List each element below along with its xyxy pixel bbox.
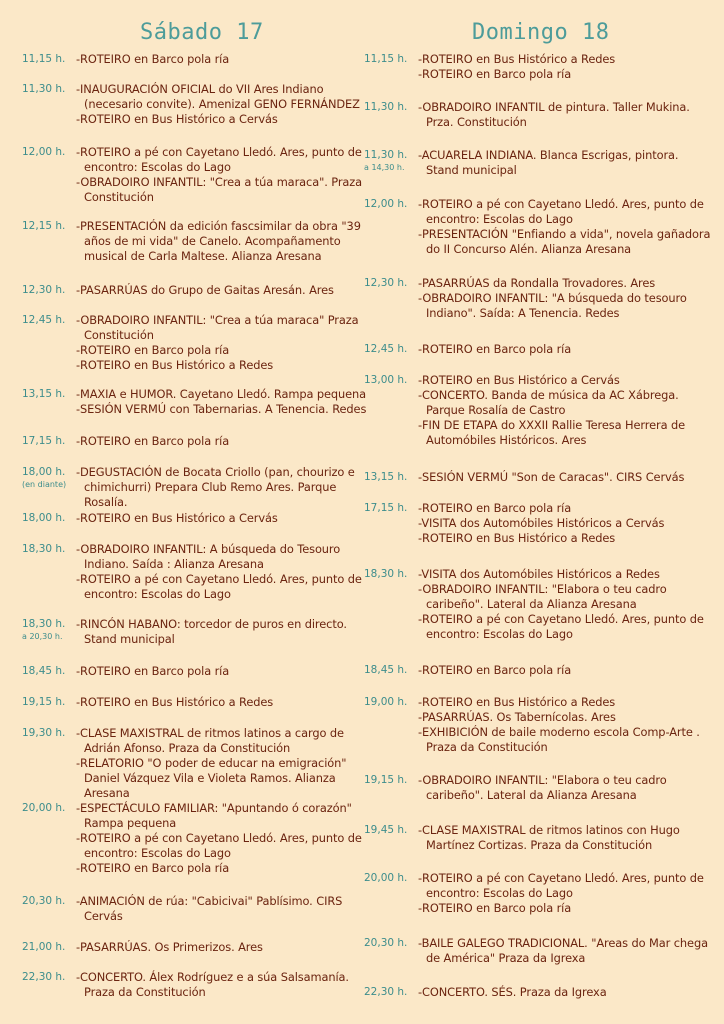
entry-time [364, 936, 416, 951]
activity-text: -FIN DE ETAPA do XXXII Rallie Teresa Herrera de Automóbiles Históricos. Ares [418, 418, 686, 447]
activity-text: -CONCERTO. Álex Rodríguez e a súa Salsamanía. Praza da Constitución [76, 970, 349, 999]
activity-text: -PRESENTACIÓN "Enfiando a vida", novela gañadora do II Concurso Alén. Alianza Aresana [418, 227, 711, 256]
activity-text: -ROTEIRO en Barco pola ría [418, 67, 572, 81]
activity-text: -ROTEIRO a pé con Cayetano Lledó. Ares, punto de encontro: Escolas do Lago [76, 145, 362, 174]
activity-text: -ROTEIRO en Barco pola ría [76, 664, 230, 678]
entry-activities [76, 894, 368, 924]
entry-activities [76, 145, 368, 205]
entry-time-start: 13,15 h. [364, 471, 408, 483]
entry-time [22, 82, 74, 97]
entry-time-note: a 20,30 h. [22, 632, 63, 641]
activity-text: -CONCERTO. SÉS. Praza da Igrexa [418, 985, 607, 999]
entry-time [22, 434, 74, 449]
entry-time-start: 19,00 h. [364, 696, 408, 708]
activity-text: -PASARRÚAS. Os Primerizos. Ares [76, 940, 263, 954]
entry-activities [418, 276, 712, 321]
activity-text: -ROTEIRO a pé con Cayetano Lledó. Ares, punto de encontro: Escolas do Lago [418, 612, 704, 641]
activity-text: -PASARRÚAS. Os Tabernícolas. Ares [418, 710, 616, 724]
activity-text: -CLASE MAXISTRAL de ritmos latinos a cargo de Adrián Afonso. Praza da Constitución [76, 726, 344, 755]
activity-text: -PASARRÚAS da Rondalla Trovadores. Ares [418, 276, 656, 290]
entry-activities [76, 695, 368, 710]
entry-activities [418, 567, 712, 642]
activity-text: -VISITA dos Automóbiles Históricos a Redes [418, 567, 660, 581]
entry-time [22, 695, 74, 710]
entry-time [22, 542, 74, 557]
entry-time-start: 22,30 h. [22, 971, 66, 983]
entry-activities [76, 283, 368, 298]
activity-text: -DEGUSTACIÓN de Bocata Criollo (pan, chourizo e chimichurri) Prepara Club Remo Ares. Parque Rosalía. [76, 465, 355, 509]
entry-time [22, 219, 74, 234]
entry-time-start: 11,30 h. [22, 83, 66, 95]
entry-time [364, 197, 416, 212]
entry-time-note: (en diante) [22, 480, 67, 489]
entry-time-start: 18,30 h. [22, 618, 66, 630]
entry-activities [76, 801, 368, 876]
entry-activities [76, 82, 368, 127]
entry-activities [418, 148, 712, 178]
entry-time-start: 12,00 h. [364, 198, 408, 210]
entry-time-start: 18,30 h. [22, 543, 66, 555]
entry-activities [418, 470, 712, 485]
entry-time [364, 871, 416, 886]
entry-activities [418, 936, 712, 966]
entry-time [364, 276, 416, 291]
activity-text: -OBRADOIRO INFANTIL: "A búsqueda do tesouro Indiano". Saída: A Tenencia. Redes [418, 291, 687, 320]
activity-text: -OBRADOIRO INFANTIL: A búsqueda do Tesouro Indiano. Saída : Alianza Aresana [76, 542, 341, 571]
entry-time-start: 18,45 h. [22, 665, 66, 677]
activity-text: -ROTEIRO en Barco pola ría [76, 343, 230, 357]
activity-text: -OBRADOIRO INFANTIL: "Crea a túa maraca". Praza Constitución [76, 175, 363, 204]
activity-text: -OBRADOIRO INFANTIL: "Crea a túa maraca" Praza Constitución [76, 313, 359, 342]
entry-activities [418, 373, 712, 448]
entry-time-start: 18,45 h. [364, 664, 408, 676]
activity-text: -ROTEIRO en Bus Histórico a Redes [76, 695, 274, 709]
activity-text: -RINCÓN HABANO: torcedor de puros en directo. Stand municipal [76, 617, 347, 646]
activity-text: -ROTEIRO a pé con Cayetano Lledó. Ares, punto de encontro: Escolas do Lago [76, 831, 362, 860]
entry-activities [418, 100, 712, 130]
activity-text: -ROTEIRO a pé con Cayetano Lledó. Ares, punto de encontro: Escolas do Lago [418, 197, 704, 226]
entry-time [22, 801, 74, 816]
entry-time [364, 567, 416, 582]
entry-time [22, 970, 74, 985]
entry-activities [418, 663, 712, 678]
activity-text: -ROTEIRO en Bus Histórico a Cervás [418, 373, 620, 387]
activity-text: -ROTEIRO en Bus Histórico a Redes [418, 52, 616, 66]
activity-text: -ROTEIRO en Barco pola ría [76, 434, 230, 448]
entry-activities [76, 726, 368, 801]
entry-time [22, 894, 74, 909]
activity-text: -BAILE GALEGO TRADICIONAL. "Areas do Mar chega de América" Praza da Igrexa [418, 936, 708, 965]
entry-time [364, 501, 416, 516]
entry-activities [76, 219, 368, 264]
activity-text: -ROTEIRO a pé con Cayetano Lledó. Ares, punto de encontro: Escolas do Lago [418, 871, 704, 900]
sunday-title: Domingo 18 [472, 20, 610, 45]
entry-activities [76, 465, 368, 510]
entry-time-start: 18,30 h. [364, 568, 408, 580]
entry-activities [76, 511, 368, 526]
entry-time-start: 19,15 h. [22, 696, 66, 708]
entry-time [364, 695, 416, 710]
activity-text: -CLASE MAXISTRAL de ritmos latinos con Hugo Martínez Cortizas. Praza da Constitución [418, 823, 680, 852]
activity-text: -ACUARELA INDIANA. Blanca Escrigas, pintora. Stand municipal [418, 148, 679, 177]
entry-time [364, 985, 416, 1000]
entry-activities [418, 501, 712, 546]
entry-time-start: 20,30 h. [364, 937, 408, 949]
activity-text: -ESPECTÁCULO FAMILIAR: "Apuntando ó corazón" Rampa pequena [76, 801, 352, 830]
entry-time-start: 19,45 h. [364, 824, 408, 836]
entry-time-start: 11,15 h. [22, 53, 66, 65]
entry-activities [76, 970, 368, 1000]
entry-time [364, 470, 416, 485]
entry-time [364, 823, 416, 838]
activity-text: -INAUGURACIÓN OFICIAL do VII Ares Indiano (necesario convite). Amenizal GENO FERNÁNDEZ [76, 82, 360, 111]
entry-time-start: 22,30 h. [364, 986, 408, 998]
entry-time [364, 100, 416, 115]
entry-time [364, 773, 416, 788]
activity-text: -ROTEIRO en Bus Histórico a Cervás [76, 112, 278, 126]
activity-text: -ROTEIRO en Barco pola ría [76, 861, 230, 875]
entry-time-start: 17,15 h. [364, 502, 408, 514]
entry-time [22, 52, 74, 67]
entry-time-start: 20,00 h. [364, 872, 408, 884]
entry-time [22, 465, 74, 489]
activity-text: -ANIMACIÓN de rúa: "Cabicivai" Pablísimo. CIRS Cervás [76, 894, 343, 923]
entry-time [22, 664, 74, 679]
entry-time-start: 19,15 h. [364, 774, 408, 786]
entry-activities [76, 387, 368, 417]
activity-text: -SESIÓN VERMÚ "Son de Caracas". CIRS Cervás [418, 470, 685, 484]
saturday-title: Sábado 17 [140, 20, 264, 45]
entry-time-start: 20,00 h. [22, 802, 66, 814]
entry-time-start: 11,30 h. [364, 101, 408, 113]
activity-text: -OBRADOIRO INFANTIL: "Elabora o teu cadro caribeño". Lateral da Alianza Aresana [418, 773, 667, 802]
entry-activities [418, 52, 712, 82]
entry-time-start: 12,45 h. [22, 314, 66, 326]
entry-activities [76, 313, 368, 373]
activity-text: -ROTEIRO en Barco pola ría [418, 342, 572, 356]
activity-text: -EXHIBICIÓN de baile moderno escola Comp-Arte . Praza da Constitución [418, 725, 700, 754]
entry-time-start: 12,00 h. [22, 146, 66, 158]
activity-text: -ROTEIRO en Barco pola ría [418, 901, 572, 915]
activity-text: -ROTEIRO en Bus Histórico a Redes [76, 358, 274, 372]
activity-text: -ROTEIRO en Bus Histórico a Redes [418, 531, 616, 545]
entry-time-start: 17,15 h. [22, 435, 66, 447]
activity-text: -ROTEIRO en Barco pola ría [418, 663, 572, 677]
entry-activities [76, 617, 368, 647]
entry-activities [76, 940, 368, 955]
entry-time-note: a 14,30 h. [364, 163, 405, 172]
activity-text: -PASARRÚAS do Grupo de Gaitas Aresán. Ares [76, 283, 334, 297]
entry-activities [418, 985, 712, 1000]
entry-time-start: 20,30 h. [22, 895, 66, 907]
activity-text: -RELATORIO "O poder de educar na emigración" Daniel Vázquez Vila e Violeta Ramos. Alianza Aresana [76, 756, 347, 800]
entry-time-start: 13,15 h. [22, 388, 66, 400]
entry-activities [76, 664, 368, 679]
entry-time-start: 11,15 h. [364, 53, 408, 65]
entry-time [364, 342, 416, 357]
entry-time-start: 13,00 h. [364, 374, 408, 386]
entry-time-start: 12,30 h. [22, 284, 66, 296]
entry-time [22, 387, 74, 402]
entry-time [22, 283, 74, 298]
activity-text: -VISITA dos Automóbiles Históricos a Cervás [418, 516, 665, 530]
entry-time [22, 313, 74, 328]
entry-time [364, 148, 416, 172]
entry-time-start: 21,00 h. [22, 941, 66, 953]
entry-time [22, 726, 74, 741]
entry-time [22, 940, 74, 955]
activity-text: -SESIÓN VERMÚ con Tabernarias. A Tenencia. Redes [76, 402, 367, 416]
entry-time [364, 373, 416, 388]
entry-time [22, 511, 74, 526]
entry-activities [418, 342, 712, 357]
activity-text: -CONCERTO. Banda de música da AC Xábrega. Parque Rosalía de Castro [418, 388, 679, 417]
activity-text: -MAXIA e HUMOR. Cayetano Lledó. Rampa pequena [76, 387, 367, 401]
activity-text: -PRESENTACIÓN da edición fascsimilar da obra "39 años de mi vida" de Canelo. Acompañamento musical de Carla Maltese. Alianza Aresana [76, 219, 361, 263]
entry-time-start: 12,15 h. [22, 220, 66, 232]
entry-activities [418, 823, 712, 853]
entry-time-start: 18,00 h. [22, 512, 66, 524]
entry-activities [76, 542, 368, 602]
entry-activities [418, 695, 712, 755]
activity-text: -ROTEIRO a pé con Cayetano Lledó. Ares, punto de encontro: Escolas do Lago [76, 572, 362, 601]
activity-text: -OBRADOIRO INFANTIL de pintura. Taller Mukina. Prza. Constitución [418, 100, 690, 129]
entry-time [22, 617, 74, 641]
entry-activities [418, 197, 712, 257]
activity-text: -OBRADOIRO INFANTIL: "Elabora o teu cadro caribeño". Lateral da Alianza Aresana [418, 582, 667, 611]
activity-text: -ROTEIRO en Barco pola ría [76, 52, 230, 66]
activity-text: -ROTEIRO en Barco pola ría [418, 501, 572, 515]
entry-time [22, 145, 74, 160]
entry-time-start: 19,30 h. [22, 727, 66, 739]
entry-time-start: 12,45 h. [364, 343, 408, 355]
activity-text: -ROTEIRO en Bus Histórico a Cervás [76, 511, 278, 525]
entry-time-start: 11,30 h. [364, 149, 408, 161]
entry-activities [76, 52, 368, 67]
entry-activities [418, 871, 712, 916]
entry-time-start: 18,00 h. [22, 466, 66, 478]
entry-time [364, 663, 416, 678]
entry-activities [418, 773, 712, 803]
entry-time-start: 12,30 h. [364, 277, 408, 289]
entry-activities [76, 434, 368, 449]
activity-text: -ROTEIRO en Bus Histórico a Redes [418, 695, 616, 709]
entry-time [364, 52, 416, 67]
